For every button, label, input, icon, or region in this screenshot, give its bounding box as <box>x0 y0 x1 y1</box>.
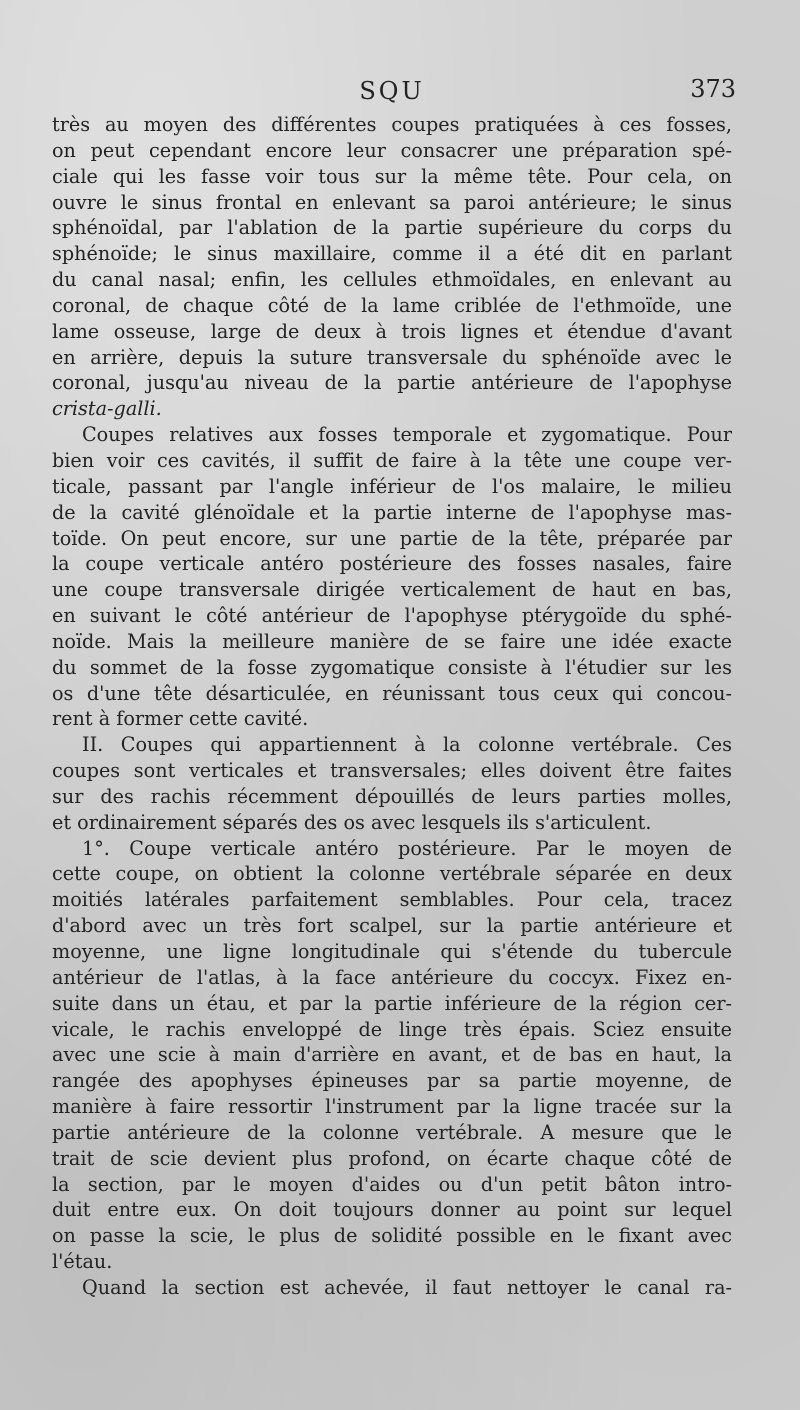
text-line: partie antérieure de la colonne vertébrale. A mesure que le <box>52 1120 732 1144</box>
text-line: sur des rachis récemment dépouillés de leurs parties molles, <box>52 784 732 808</box>
text-line: l'étau. <box>52 1250 113 1274</box>
text-line: du sommet de la fosse zygomatique consiste à l'étudier sur les <box>52 655 732 679</box>
text-line: ciale qui les fasse voir tous sur la même tête. Pour cela, on <box>52 164 732 188</box>
text-line: coronal, jusqu'au niveau de la partie antérieure de l'apophyse <box>52 371 732 395</box>
text-line: lame osseuse, large de deux à trois lignes et étendue d'avant <box>52 319 732 343</box>
text-line: cette coupe, on obtient la colonne vertébrale séparée en deux <box>52 862 732 886</box>
text-line: rangée des apophyses épineuses par sa partie moyenne, de <box>52 1069 732 1093</box>
text-line: bien voir ces cavités, il suffit de faire à la tête une coupe ver- <box>52 448 732 472</box>
text-line: noïde. Mais la meilleure manière de se faire une idée exacte <box>52 629 732 653</box>
text-line: avec une scie à main d'arrière en avant, et de bas en haut, la <box>52 1043 732 1067</box>
text-line: d'abord avec un très fort scalpel, sur la partie antérieure et <box>52 914 732 938</box>
body-text <box>52 112 732 1301</box>
text-line: ticale, passant par l'angle inférieur de l'os malaire, le milieu <box>52 474 732 498</box>
text-line: antérieur de l'atlas, à la face antérieure du coccyx. Fixez en- <box>52 965 732 989</box>
text-line: coupes sont verticales et transversales; elles doivent être faites <box>52 759 732 783</box>
book-page <box>52 75 736 1301</box>
text-line: la section, par le moyen d'aides ou d'un petit bâton intro- <box>52 1172 732 1196</box>
text-line: moitiés latérales parfaitement semblables. Pour cela, tracez <box>52 888 732 912</box>
running-head: SQU <box>359 77 425 105</box>
text-line: on peut cependant encore leur consacrer une préparation spé- <box>52 138 732 162</box>
page-number: 373 <box>690 75 736 103</box>
section-heading-line: II. Coupes qui appartiennent à la colonne vertébrale. Ces <box>82 733 732 757</box>
text-line: en suivant le côté antérieur de l'apophyse ptérygoïde du sphé- <box>52 604 732 628</box>
text-line: la coupe verticale antéro postérieure des fosses nasales, faire <box>52 552 732 576</box>
text-line: crista-galli. <box>52 397 162 421</box>
text-line: en arrière, depuis la suture transversale du sphénoïde avec le <box>52 345 732 369</box>
text-line: une coupe transversale dirigée verticalement de haut en bas, <box>52 578 732 602</box>
text-line: trait de scie devient plus profond, on écarte chaque côté de <box>52 1146 732 1170</box>
text-line: moyenne, une ligne longitudinale qui s'étende du tubercule <box>52 940 732 963</box>
text-line: sphénoïdal, par l'ablation de la partie supérieure du corps du <box>52 216 732 240</box>
text-line: duit entre eux. On doit toujours donner au point sur lequel <box>52 1198 732 1222</box>
text-line: ouvre le sinus frontal en enlevant sa paroi antérieure; le sinus <box>52 190 732 214</box>
text-line: et ordinairement séparés des os avec lesquels ils s'articulent. <box>52 810 652 834</box>
text-line: suite dans un étau, et par la partie inférieure de la région cer- <box>52 991 732 1015</box>
text-line: Quand la section est achevée, il faut nettoyer le canal ra- <box>82 1275 732 1299</box>
text-line: de la cavité glénoïdale et la partie interne de l'apophyse mas- <box>52 500 732 524</box>
text-line: os d'une tête désarticulée, en réunissant tous ceux qui concou- <box>52 681 732 705</box>
section-heading-line: 1°. Coupe verticale antéro postérieure. Par le moyen de <box>82 836 732 860</box>
text-line: toïde. On peut encore, sur une partie de la tête, préparée par <box>52 526 732 550</box>
section-heading-line: Coupes relatives aux fosses temporale et zygomatique. Pour <box>82 423 732 447</box>
text-line: vicale, le rachis enveloppé de linge très épais. Sciez ensuite <box>52 1017 732 1041</box>
text-line: coronal, de chaque côté de la lame criblée de l'ethmoïde, une <box>52 293 732 317</box>
text-line: très au moyen des différentes coupes pratiquées à ces fosses, <box>52 113 732 136</box>
text-line: du canal nasal; enfin, les cellules ethmoïdales, en enlevant au <box>52 268 732 292</box>
text-line: rent à former cette cavité. <box>52 707 309 731</box>
text-line: sphénoïde; le sinus maxillaire, comme il a été dit en parlant <box>52 242 732 266</box>
text-line: on passe la scie, le plus de solidité possible en le fixant avec <box>52 1224 732 1248</box>
text-line: manière à faire ressortir l'instrument par la ligne tracée sur la <box>52 1095 732 1119</box>
page-header <box>52 75 736 106</box>
